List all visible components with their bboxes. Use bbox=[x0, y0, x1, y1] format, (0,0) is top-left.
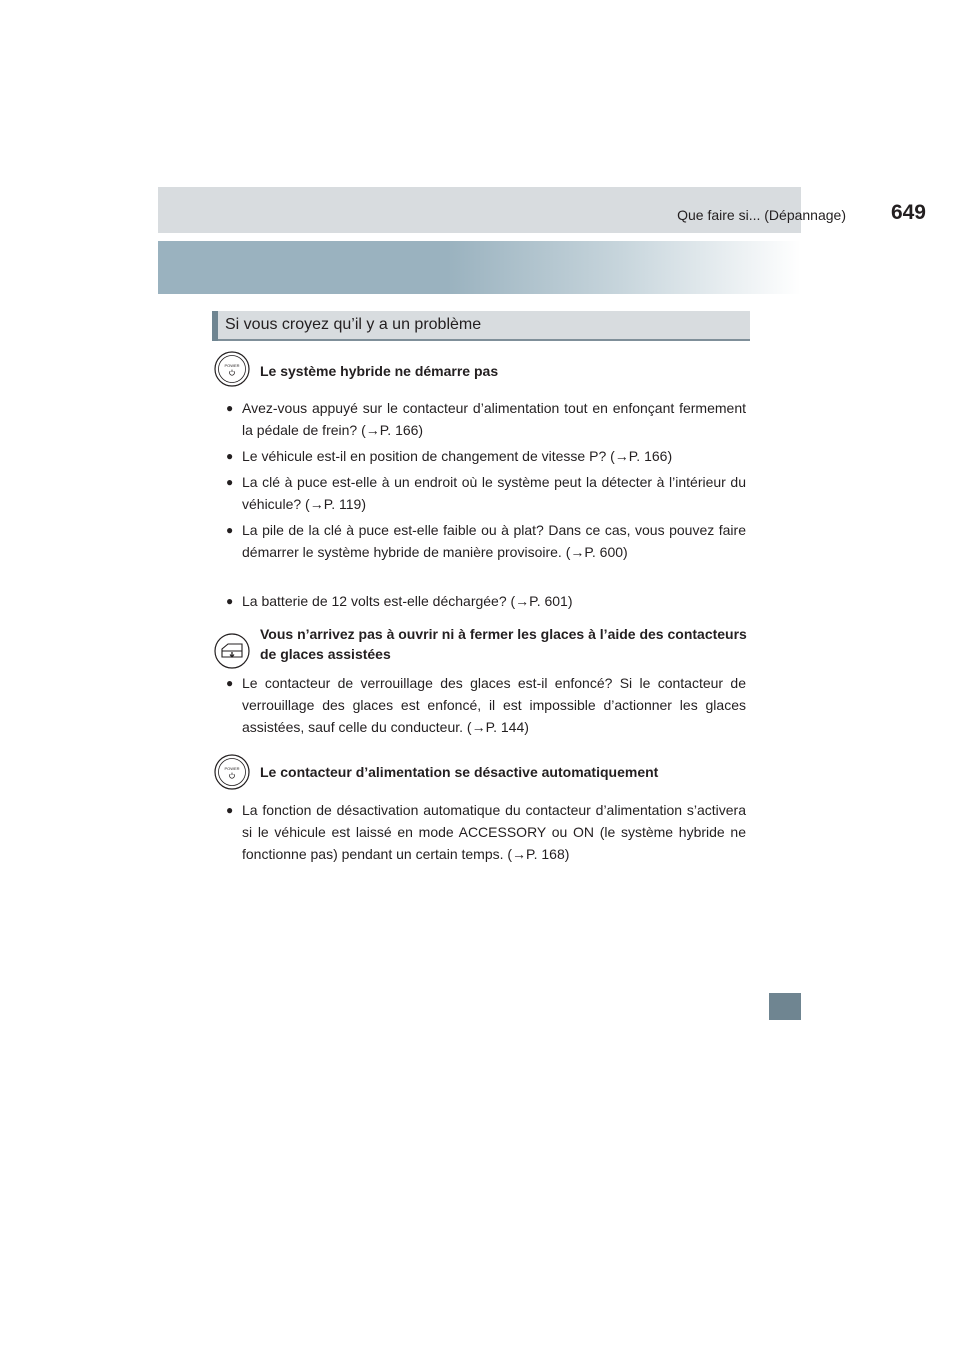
list-item-text: La fonction de désactivation automatique du contacteur d’alimentation s’activera si le véhicule est laissé en mode ACCESSORY ou ON (le système hybride ne fonctionne pas) pendant un certain temps. (→P. 168) bbox=[242, 802, 746, 862]
chapter-band bbox=[158, 241, 801, 294]
list-item-text: La batterie de 12 volts est-elle déchargée? (→P. 601) bbox=[242, 593, 573, 609]
bullet-icon: ● bbox=[226, 594, 234, 608]
list-item-text: La clé à puce est-elle à un endroit où le système peut la détecter à l’intérieur du véhicule? (→P. 119) bbox=[242, 474, 746, 512]
bullet-icon: ● bbox=[226, 401, 234, 415]
list-item-text: Le contacteur de verrouillage des glaces est-il enfoncé? Si le contacteur de verrouillage des glaces est enfoncé, il est impossible d’actionner les glaces assistées, sauf celle du conducteur. (→P. 144) bbox=[242, 675, 746, 735]
header-section-title: Que faire si... (Dépannage) bbox=[677, 207, 846, 223]
section-title: Si vous croyez qu’il y a un problème bbox=[225, 316, 482, 333]
list-item bbox=[226, 590, 746, 612]
topic-title: Le système hybride ne démarre pas bbox=[260, 363, 499, 379]
list-item-text: Avez-vous appuyé sur le contacteur d’alimentation tout en enfonçant fermement la pédale de frein? (→P. 166) bbox=[242, 400, 746, 438]
list-item-text: Le véhicule est-il en position de changement de vitesse P? (→P. 166) bbox=[242, 448, 673, 464]
section-heading bbox=[212, 311, 750, 341]
section-heading-bar bbox=[212, 311, 218, 341]
power-button-icon bbox=[214, 754, 250, 790]
bullet-icon: ● bbox=[226, 803, 234, 817]
list-item-text: La pile de la clé à puce est-elle faible ou à plat? Dans ce cas, vous pouvez faire démarrer le système hybride de manière provisoire. (→P. 600) bbox=[242, 522, 746, 560]
power-icon-label: POWER bbox=[224, 363, 240, 368]
page-number: 649 bbox=[890, 201, 926, 224]
chapter-tab bbox=[769, 993, 801, 1020]
window-switch-icon bbox=[214, 633, 250, 669]
list-item bbox=[226, 799, 746, 865]
list-item bbox=[226, 471, 746, 515]
power-icon-label: POWER bbox=[224, 766, 240, 771]
topic-title: Le contacteur d’alimentation se désactive automatiquement bbox=[260, 764, 659, 780]
list-item bbox=[226, 397, 746, 441]
bullet-icon: ● bbox=[226, 449, 234, 463]
bullet-icon: ● bbox=[226, 523, 234, 537]
bullet-icon: ● bbox=[226, 475, 234, 489]
topic-title: Vous n’arrivez pas à ouvrir ni à fermer les glaces à l’aide des contacteurs de glaces assistées bbox=[260, 626, 747, 662]
list-item bbox=[226, 519, 746, 563]
power-button-icon bbox=[214, 351, 250, 387]
bullet-icon: ● bbox=[226, 676, 234, 690]
list-item bbox=[226, 672, 746, 738]
list-item bbox=[226, 445, 746, 467]
